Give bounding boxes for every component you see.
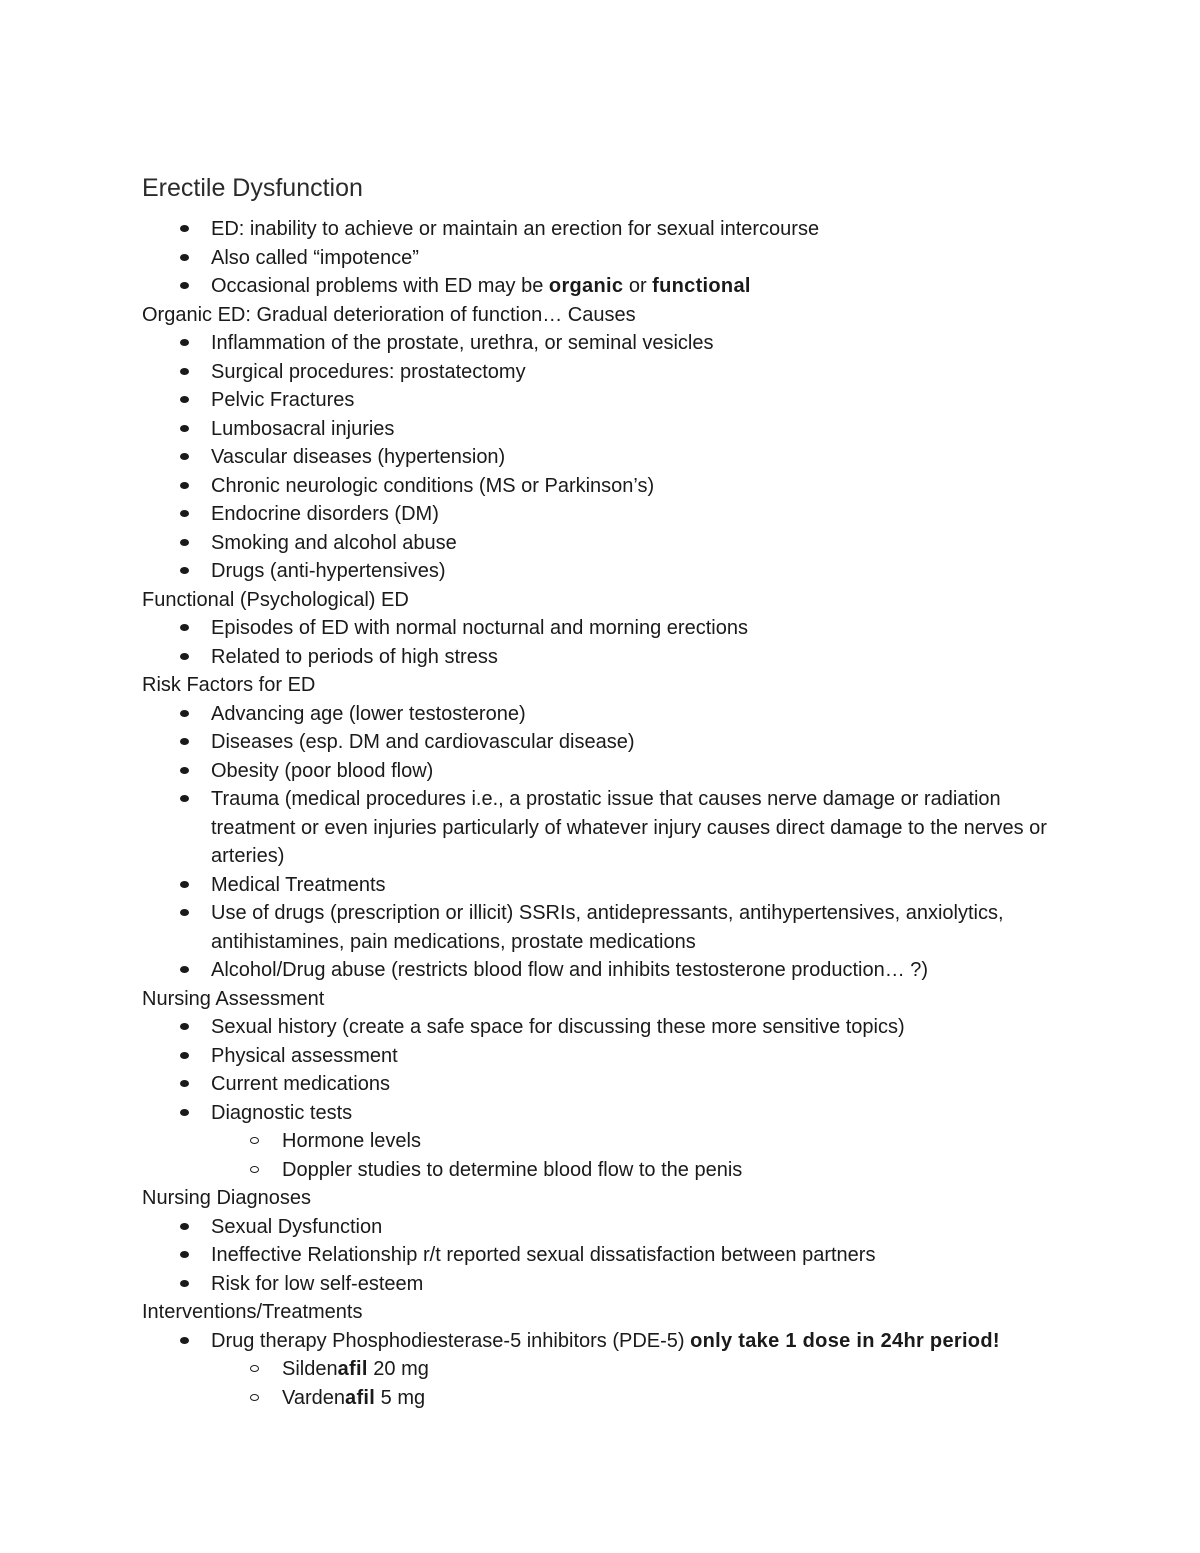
list-item: Risk for low self-esteem: [142, 1270, 1062, 1299]
sub-list-item: [142, 1355, 1062, 1384]
text-run: Occasional problems with ED may be: [211, 275, 549, 297]
section-heading-interventions: Interventions/Treatments: [142, 1301, 363, 1323]
section-heading-diagnoses: Nursing Diagnoses: [142, 1187, 311, 1209]
sub-list-item: Hormone levels: [142, 1127, 1062, 1156]
list-item: Endocrine disorders (DM): [142, 500, 1062, 529]
document-body: [142, 215, 1062, 1412]
text-run: Varden: [282, 1386, 346, 1409]
list-item: Sexual history (create a safe space for discussing these more sensitive topics): [142, 1013, 1062, 1042]
list-item: Also called “impotence”: [142, 244, 1062, 273]
section-heading-assessment: Nursing Assessment: [142, 987, 325, 1010]
list-item: [142, 272, 1062, 301]
sub-list-item: [142, 1384, 1062, 1413]
list-item: Inflammation of the prostate, urethra, or seminal vesicles: [142, 329, 1062, 358]
intro-list: [142, 215, 1062, 301]
text-run: 20 mg: [367, 1358, 429, 1380]
bold-suffix: afil: [337, 1358, 368, 1380]
list-item: Use of drugs (prescription or illicit) SSRIs, antidepressants, antihypertensives, anxiolytics, antihistamines, pain medications, prostate medications: [142, 899, 1062, 956]
section-heading-functional: Functional (Psychological) ED: [142, 588, 409, 611]
text-run: or: [623, 275, 653, 297]
list-item: Surgical procedures: prostatectomy: [142, 358, 1062, 387]
list-item: Drugs (anti-hypertensives): [142, 557, 1062, 586]
section-heading-organic: Organic ED: Gradual deterioration of function… Causes: [142, 303, 636, 326]
list-item: Diseases (esp. DM and cardiovascular disease): [142, 728, 1062, 757]
list-item: Ineffective Relationship r/t reported sexual dissatisfaction between partners: [142, 1241, 1062, 1270]
bold-suffix: afil: [345, 1386, 376, 1409]
text-run: 5 mg: [375, 1386, 426, 1409]
list-item: Related to periods of high stress: [142, 643, 1062, 672]
organic-causes-list: [142, 329, 1062, 586]
list-item: Smoking and alcohol abuse: [142, 529, 1062, 558]
list-item: [142, 1327, 1062, 1356]
list-item: Lumbosacral injuries: [142, 415, 1062, 444]
list-item: Pelvic Fractures: [142, 386, 1062, 415]
list-item: Chronic neurologic conditions (MS or Parkinson’s): [142, 472, 1062, 501]
section-heading-risk-factors: Risk Factors for ED: [142, 674, 316, 696]
list-item: Diagnostic tests: [142, 1099, 1062, 1128]
list-item: Alcohol/Drug abuse (restricts blood flow and inhibits testosterone production… ?): [142, 956, 1062, 985]
functional-list: [142, 614, 1062, 671]
list-item: Trauma (medical procedures i.e., a prostatic issue that causes nerve damage or radiation treatment or even injuries particularly of whatever injury causes direct damage to the nerves or arteries): [142, 785, 1062, 871]
list-item: Advancing age (lower testosterone): [142, 700, 1062, 729]
risk-factors-list: [142, 700, 1062, 985]
text-run: Silden: [282, 1358, 338, 1380]
bold-term-functional: functional: [652, 275, 751, 297]
sub-list-item: Doppler studies to determine blood flow to the penis: [142, 1156, 1062, 1185]
list-item: Sexual Dysfunction: [142, 1213, 1062, 1242]
bold-term-organic: organic: [548, 275, 624, 297]
diagnoses-list: [142, 1213, 1062, 1299]
list-item: Physical assessment: [142, 1042, 1062, 1071]
list-item: Medical Treatments: [142, 871, 1062, 900]
text-run: Drug therapy Phosphodiesterase-5 inhibitors (PDE-5): [211, 1329, 691, 1352]
list-item: Current medications: [142, 1070, 1062, 1099]
list-item: ED: inability to achieve or maintain an erection for sexual intercourse: [142, 215, 1062, 244]
bold-warning: only take 1 dose in 24hr period!: [690, 1329, 1000, 1352]
list-item: Obesity (poor blood flow): [142, 757, 1062, 786]
list-item: Episodes of ED with normal nocturnal and morning erections: [142, 614, 1062, 643]
interventions-list: [142, 1327, 1062, 1413]
document-title: Erectile Dysfunction: [142, 174, 363, 202]
assessment-list: [142, 1013, 1062, 1184]
list-item: Vascular diseases (hypertension): [142, 443, 1062, 472]
